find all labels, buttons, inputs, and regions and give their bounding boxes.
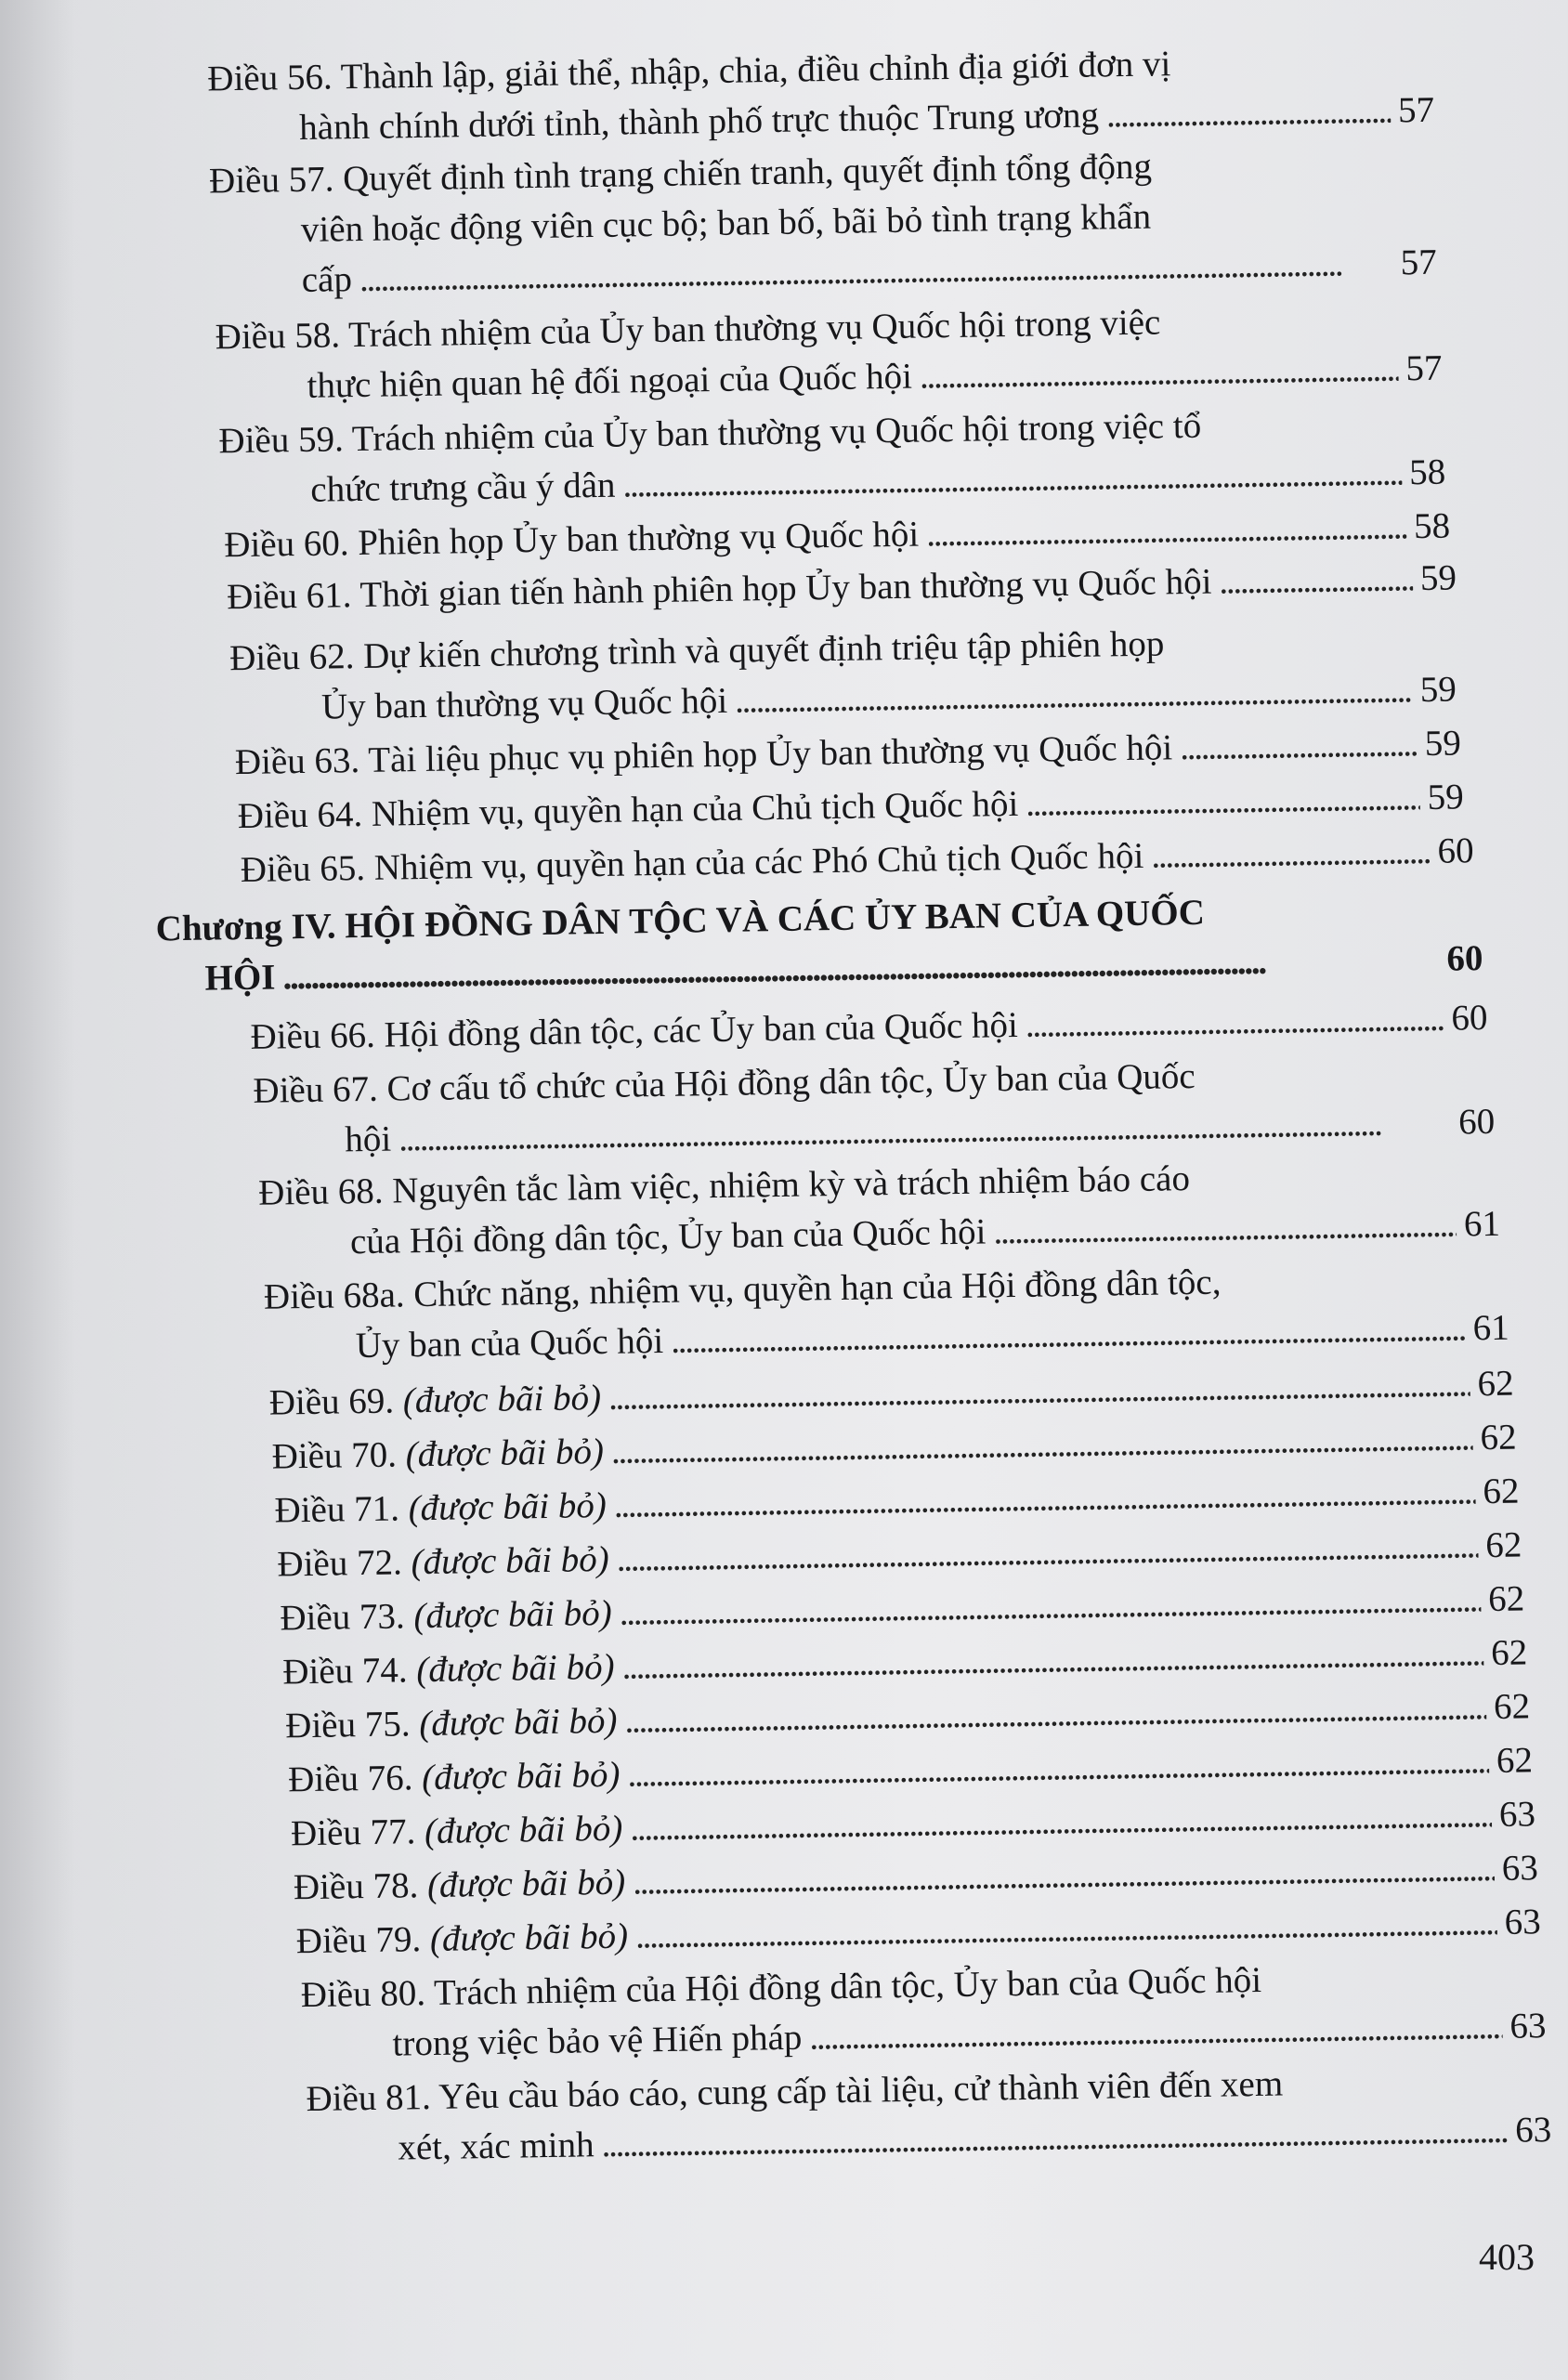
toc-title: Điều 76. bbox=[287, 1758, 413, 1800]
toc-page-number: 63 bbox=[1509, 2006, 1547, 2047]
dot-leader bbox=[926, 502, 1407, 559]
toc-page-number: 62 bbox=[1487, 1578, 1525, 1620]
dot-leader bbox=[1151, 827, 1431, 882]
toc-entry-58 bbox=[215, 294, 1443, 413]
toc-title: Điều 56. Thành lập, giải thể, nhập, chia, điều chỉnh địa giới đơn vị bbox=[207, 44, 1171, 99]
toc-title: Điều 57. Quyết định tình trạng chiến tranh, quyết định tổng động bbox=[208, 146, 1153, 202]
toc-title: Điều 64. Nhiệm vụ, quyền hạn của Chủ tịch Quốc hội bbox=[237, 783, 1019, 837]
toc-chapter-iv bbox=[155, 883, 1483, 1004]
toc-entry-81 bbox=[306, 2055, 1552, 2175]
toc-title-cont: Ủy ban của Quốc hội bbox=[355, 1320, 664, 1367]
repealed-note: (được bãi bỏ) bbox=[408, 1484, 608, 1529]
toc-title-cont: viên hoặc động viên cục bộ; ban bố, bãi bỏ tình trạng khẩn bbox=[300, 196, 1152, 250]
dot-leader bbox=[633, 1844, 1495, 1908]
dot-leader bbox=[735, 665, 1414, 726]
toc-title: Điều 70. bbox=[271, 1434, 398, 1477]
toc-title: Điều 62. Dự kiến chương trình và quyết định triệu tập phiên họp bbox=[229, 623, 1165, 679]
toc-page-number: 62 bbox=[1493, 1686, 1531, 1727]
repealed-note: (được bãi bỏ) bbox=[413, 1592, 612, 1637]
toc-page-number: 63 bbox=[1501, 1848, 1539, 1889]
repealed-note: (được bãi bỏ) bbox=[416, 1646, 615, 1691]
dot-leader bbox=[616, 1521, 1478, 1585]
toc-title: Điều 58. Trách nhiệm của Ủy ban thường vụ Quốc hội trong việc bbox=[215, 302, 1161, 358]
toc-title: Điều 68. Nguyên tắc làm việc, nhiệm kỳ và trách nhiệm báo cáo bbox=[257, 1158, 1191, 1213]
toc-title: Điều 60. Phiên họp Ủy ban thường vụ Quốc hội bbox=[223, 514, 920, 566]
page-number: 403 bbox=[1479, 2236, 1535, 2278]
toc-page-number: 62 bbox=[1483, 1471, 1520, 1512]
toc-page-number: 62 bbox=[1480, 1417, 1517, 1458]
dot-leader bbox=[610, 1413, 1472, 1477]
dot-leader bbox=[1105, 86, 1391, 141]
dot-leader bbox=[613, 1467, 1475, 1531]
dot-leader bbox=[1026, 773, 1420, 830]
toc-title-cont: chức trưng cầu ý dân bbox=[309, 464, 616, 510]
toc-entry-80 bbox=[300, 1951, 1547, 2071]
toc-title: Điều 73. bbox=[280, 1596, 406, 1639]
repealed-note: (được bãi bỏ) bbox=[402, 1378, 602, 1421]
toc-page-number: 57 bbox=[1405, 347, 1443, 389]
dot-leader bbox=[635, 1898, 1497, 1962]
toc-title-cont: hành chính dưới tỉnh, thành phố trực thuộc Trung ương bbox=[298, 95, 1100, 148]
toc-entry-57 bbox=[209, 137, 1437, 307]
toc-title: Điều 68a. Chức năng, nhiệm vụ, quyền hạn của Hội đồng dân tộc, bbox=[263, 1262, 1222, 1317]
dot-leader bbox=[1025, 994, 1444, 1051]
repealed-note: (được bãi bỏ) bbox=[418, 1700, 618, 1745]
dot-leader bbox=[627, 1736, 1489, 1800]
toc-title: Điều 63. Tài liệu phục vụ phiên họp Ủy ban thường vụ Quốc hội bbox=[234, 727, 1173, 783]
toc-entry-67 bbox=[253, 1047, 1496, 1167]
toc-title: Điều 65. Nhiệm vụ, quyền hạn của các Phó Chủ tịch Quốc hội bbox=[240, 835, 1144, 891]
toc-page-number: 58 bbox=[1408, 451, 1446, 493]
dot-leader bbox=[608, 1359, 1470, 1423]
toc-title: Điều 71. bbox=[274, 1488, 400, 1531]
toc-title: Điều 75. bbox=[284, 1704, 411, 1746]
toc-page-number: 59 bbox=[1424, 723, 1462, 765]
toc-title-cont: hội bbox=[344, 1118, 392, 1160]
repealed-note: (được bãi bỏ) bbox=[424, 1808, 623, 1852]
toc-title-cont: thực hiện quan hệ đối ngoại của Quốc hội bbox=[307, 356, 913, 406]
repealed-note: (được bãi bỏ) bbox=[426, 1862, 626, 1906]
toc-title-cont: của Hội đồng dân tộc, Ủy ban của Quốc hội bbox=[349, 1211, 987, 1262]
toc-page-number: 57 bbox=[1397, 89, 1435, 131]
toc-page-number: 62 bbox=[1490, 1632, 1528, 1674]
toc-entry-59 bbox=[218, 398, 1446, 517]
toc-page-number: 60 bbox=[1446, 938, 1483, 979]
toc-page-number: 60 bbox=[1437, 830, 1474, 871]
toc-page-number: 61 bbox=[1463, 1203, 1501, 1245]
toc-page-number: 58 bbox=[1413, 505, 1451, 547]
dot-leader bbox=[993, 1200, 1457, 1258]
toc-entry-68a bbox=[264, 1253, 1510, 1373]
dot-leader bbox=[920, 344, 1399, 401]
toc-page-number: 59 bbox=[1427, 777, 1465, 817]
chapter-title-cont: HỘI bbox=[204, 957, 276, 999]
toc-title: Điều 61. Thời gian tiến hành phiên họp Ủy ban thường vụ Quốc hội bbox=[226, 561, 1212, 618]
toc-title-cont: cấp bbox=[301, 259, 353, 300]
toc-page-number: 59 bbox=[1419, 669, 1457, 711]
repealed-note: (được bãi bỏ) bbox=[411, 1538, 610, 1583]
toc-title: Điều 69. bbox=[268, 1380, 395, 1423]
toc-page-number: 60 bbox=[1451, 997, 1488, 1039]
toc-page-number: 62 bbox=[1496, 1740, 1534, 1781]
toc-title-cont: trong việc bảo vệ Hiến pháp bbox=[392, 2017, 803, 2064]
toc-page-number: 63 bbox=[1498, 1794, 1536, 1835]
toc-entry-62 bbox=[229, 614, 1457, 734]
toc-title: Điều 67. Cơ cấu tổ chức của Hội đồng dân tộc, Ủy ban của Quốc bbox=[253, 1055, 1196, 1111]
toc-title: Điều 66. Hội đồng dân tộc, các Ủy ban của Quốc hội bbox=[250, 1004, 1019, 1057]
repealed-note: (được bãi bỏ) bbox=[429, 1916, 629, 1959]
toc-title: Điều 79. bbox=[295, 1919, 422, 1962]
dot-leader bbox=[619, 1575, 1481, 1639]
toc-page-number: 59 bbox=[1419, 557, 1457, 599]
dot-leader bbox=[1180, 719, 1418, 773]
toc-title: Điều 74. bbox=[281, 1650, 408, 1693]
toc-title: Điều 81. Yêu cầu báo cáo, cung cấp tài liệu, cử thành viên đến xem bbox=[306, 2063, 1284, 2120]
toc-title: Điều 78. bbox=[293, 1865, 419, 1908]
dot-leader bbox=[1219, 554, 1413, 607]
dot-leader bbox=[621, 1628, 1483, 1693]
toc-entry-68 bbox=[258, 1149, 1501, 1269]
toc-title: Điều 72. bbox=[277, 1542, 403, 1585]
chapter-title: Chương IV. HỘI ĐỒNG DÂN TỘC VÀ CÁC ỦY BAN CỦA QUỐC bbox=[155, 892, 1206, 949]
toc-page-number: 61 bbox=[1472, 1307, 1509, 1349]
dot-leader bbox=[630, 1790, 1492, 1854]
toc-page-number: 60 bbox=[1457, 1101, 1496, 1143]
toc-title-cont: Ủy ban thường vụ Quốc hội bbox=[320, 680, 728, 727]
toc-title: Điều 80. Trách nhiệm của Hội đồng dân tộc, Ủy ban của Quốc hội bbox=[300, 1959, 1262, 2016]
dot-leader bbox=[624, 1682, 1486, 1746]
toc-title-cont: xét, xác minh bbox=[398, 2125, 595, 2168]
toc-page-number: 57 bbox=[1400, 242, 1437, 283]
toc-title: Điều 77. bbox=[290, 1811, 416, 1854]
toc-entry-56 bbox=[207, 35, 1435, 155]
dot-leader bbox=[809, 2002, 1503, 2063]
repealed-note: (được bãi bỏ) bbox=[421, 1754, 621, 1798]
toc-title: Điều 59. Trách nhiệm của Ủy ban thường vụ Quốc hội trong việc tổ bbox=[218, 405, 1202, 462]
toc-page-number: 62 bbox=[1484, 1524, 1522, 1566]
toc-page-number: 63 bbox=[1514, 2110, 1552, 2151]
toc-page-number: 62 bbox=[1477, 1363, 1514, 1405]
toc-page-number: 63 bbox=[1504, 1902, 1542, 1942]
repealed-note: (được bãi bỏ) bbox=[405, 1431, 605, 1475]
